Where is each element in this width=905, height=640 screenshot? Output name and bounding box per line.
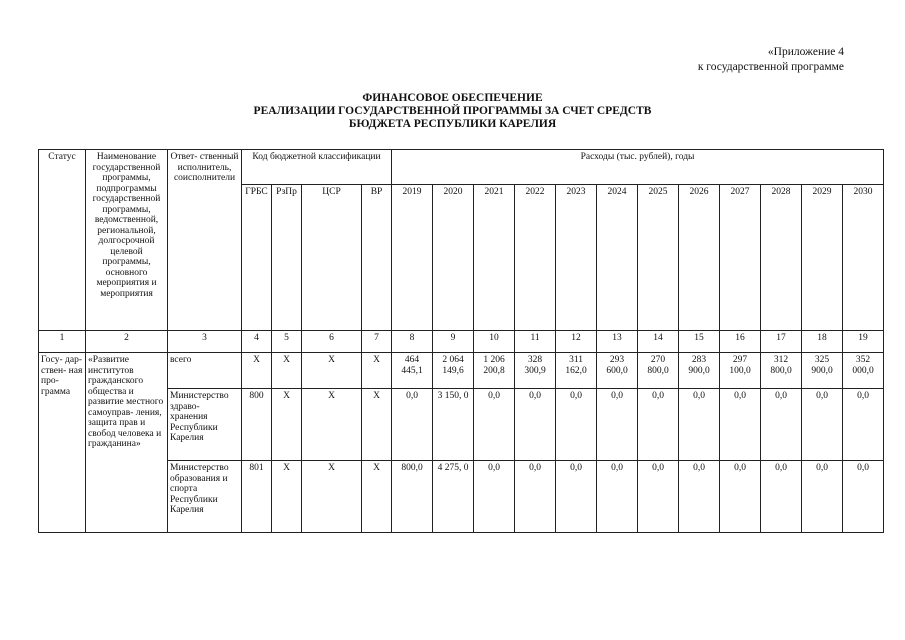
header-status: Статус xyxy=(39,150,86,331)
header-year: 2020 xyxy=(433,185,474,331)
rzpr-cell: X xyxy=(272,461,302,533)
value-cell: 0,0 xyxy=(474,389,515,461)
col-number: 17 xyxy=(761,331,802,353)
value-cell: 0,0 xyxy=(679,389,720,461)
header-executor: Ответ- ственный исполнитель, соисполнители xyxy=(168,150,242,331)
col-number: 1 xyxy=(39,331,86,353)
header-csr: ЦСР xyxy=(302,185,362,331)
value-cell: 325 900,0 xyxy=(802,353,843,389)
col-number: 8 xyxy=(392,331,433,353)
value-cell: 0,0 xyxy=(679,461,720,533)
csr-cell: X xyxy=(302,461,362,533)
value-cell: 0,0 xyxy=(802,461,843,533)
value-cell: 0,0 xyxy=(761,389,802,461)
value-cell: 0,0 xyxy=(515,461,556,533)
document-title xyxy=(0,92,905,131)
col-number: 5 xyxy=(272,331,302,353)
rzpr-cell: X xyxy=(272,389,302,461)
header-year: 2021 xyxy=(474,185,515,331)
executor-cell: Министерство здраво- хранения Республики Карелия xyxy=(168,389,242,461)
appendix-line-2: к государственной программе xyxy=(697,61,844,73)
program-status: Госу- дар- ствен- ная про- грамма xyxy=(39,353,86,533)
col-number: 16 xyxy=(720,331,761,353)
value-cell: 0,0 xyxy=(761,461,802,533)
header-year: 2029 xyxy=(802,185,843,331)
csr-cell: X xyxy=(302,389,362,461)
vr-cell: X xyxy=(362,353,392,389)
value-cell: 0,0 xyxy=(474,461,515,533)
header-year: 2030 xyxy=(843,185,884,331)
value-cell: 0,0 xyxy=(720,389,761,461)
col-number: 18 xyxy=(802,331,843,353)
value-cell: 4 275, 0 xyxy=(433,461,474,533)
table-row xyxy=(39,353,884,389)
value-cell: 2 064 149,6 xyxy=(433,353,474,389)
title-line-1: ФИНАНСОВОЕ ОБЕСПЕЧЕНИЕ xyxy=(362,92,543,104)
rzpr-cell: X xyxy=(272,353,302,389)
col-number: 19 xyxy=(843,331,884,353)
col-number: 9 xyxy=(433,331,474,353)
value-cell: 0,0 xyxy=(843,461,884,533)
value-cell: 0,0 xyxy=(515,389,556,461)
value-cell: 0,0 xyxy=(638,389,679,461)
value-cell: 293 600,0 xyxy=(597,353,638,389)
grbs-cell: 801 xyxy=(242,461,272,533)
value-cell: 1 206 200,8 xyxy=(474,353,515,389)
header-rzpr: РзПр xyxy=(272,185,302,331)
header-grbs: ГРБС xyxy=(242,185,272,331)
column-number-row xyxy=(39,331,884,353)
col-number: 4 xyxy=(242,331,272,353)
header-year: 2024 xyxy=(597,185,638,331)
header-year: 2025 xyxy=(638,185,679,331)
header-year: 2019 xyxy=(392,185,433,331)
value-cell: 312 800,0 xyxy=(761,353,802,389)
value-cell: 800,0 xyxy=(392,461,433,533)
executor-cell: Министерство образования и спорта Республики Карелия xyxy=(168,461,242,533)
header-year: 2028 xyxy=(761,185,802,331)
value-cell: 0,0 xyxy=(597,461,638,533)
col-number: 6 xyxy=(302,331,362,353)
header-budget-code: Код бюджетной классификации xyxy=(242,150,392,185)
finance-table xyxy=(38,149,884,533)
header-year: 2026 xyxy=(679,185,720,331)
value-cell: 0,0 xyxy=(638,461,679,533)
appendix-note xyxy=(698,45,844,75)
header-vr: ВР xyxy=(362,185,392,331)
col-number: 10 xyxy=(474,331,515,353)
vr-cell: X xyxy=(362,389,392,461)
title-line-2: РЕАЛИЗАЦИИ ГОСУДАРСТВЕННОЙ ПРОГРАММЫ ЗА СЧЕТ СРЕДСТВ xyxy=(253,105,652,117)
col-number: 3 xyxy=(168,331,242,353)
header-year: 2023 xyxy=(556,185,597,331)
value-cell: 0,0 xyxy=(556,389,597,461)
value-cell: 297 100,0 xyxy=(720,353,761,389)
value-cell: 464 445,1 xyxy=(392,353,433,389)
value-cell: 0,0 xyxy=(556,461,597,533)
vr-cell: X xyxy=(362,461,392,533)
col-number: 15 xyxy=(679,331,720,353)
header-year: 2027 xyxy=(720,185,761,331)
value-cell: 0,0 xyxy=(392,389,433,461)
value-cell: 283 900,0 xyxy=(679,353,720,389)
appendix-line-1: «Приложение 4 xyxy=(767,46,844,58)
csr-cell: X xyxy=(302,353,362,389)
executor-cell: всего xyxy=(168,353,242,389)
header-year: 2022 xyxy=(515,185,556,331)
grbs-cell: 800 xyxy=(242,389,272,461)
value-cell: 352 000,0 xyxy=(843,353,884,389)
value-cell: 0,0 xyxy=(720,461,761,533)
value-cell: 0,0 xyxy=(843,389,884,461)
header-expenses: Расходы (тыс. рублей), годы xyxy=(392,150,884,185)
col-number: 13 xyxy=(597,331,638,353)
col-number: 11 xyxy=(515,331,556,353)
title-line-3: БЮДЖЕТА РЕСПУБЛИКИ КАРЕЛИЯ xyxy=(348,118,557,130)
col-number: 7 xyxy=(362,331,392,353)
header-name: Наименование государственной программы, подпрограммы государственной программы, ведомственной, региональной, долгосрочной целевой программы, основного мероприятия и мероприятия xyxy=(86,150,168,331)
value-cell: 3 150, 0 xyxy=(433,389,474,461)
value-cell: 0,0 xyxy=(597,389,638,461)
grbs-cell: X xyxy=(242,353,272,389)
col-number: 2 xyxy=(86,331,168,353)
col-number: 14 xyxy=(638,331,679,353)
value-cell: 0,0 xyxy=(802,389,843,461)
program-name: «Развитие институтов гражданского общества и развитие местного самоуправ- ления, защита прав и свобод человека и гражданина» xyxy=(86,353,168,533)
value-cell: 311 162,0 xyxy=(556,353,597,389)
value-cell: 270 800,0 xyxy=(638,353,679,389)
col-number: 12 xyxy=(556,331,597,353)
value-cell: 328 300,9 xyxy=(515,353,556,389)
header-row-1 xyxy=(39,150,884,185)
